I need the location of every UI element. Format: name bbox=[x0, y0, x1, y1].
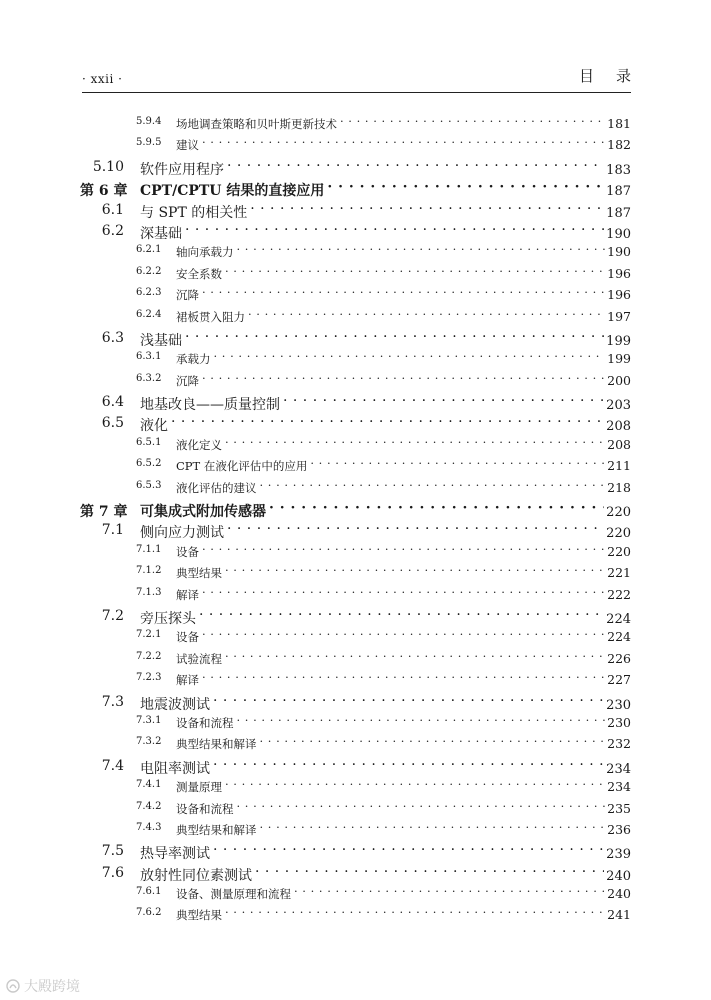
toc-section-entry[interactable] bbox=[0, 159, 711, 180]
toc-entry-page: 187 bbox=[606, 205, 631, 221]
toc-entry-page: 240 bbox=[606, 868, 631, 884]
toc-entry-number: 7.6.2 bbox=[136, 907, 162, 919]
toc-entry-page: 234 bbox=[606, 761, 631, 777]
toc-subsection-entry[interactable] bbox=[0, 351, 711, 372]
toc-leader-dots bbox=[225, 780, 605, 792]
toc-entry-page: 190 bbox=[606, 226, 631, 242]
toc-subsection-entry[interactable] bbox=[0, 886, 711, 907]
toc-section-entry[interactable] bbox=[0, 865, 711, 886]
toc-entry-title: 软件应用程序 bbox=[140, 161, 224, 178]
toc-entry-number: 6.2 bbox=[101, 222, 124, 239]
toc-subsection-entry[interactable] bbox=[0, 116, 711, 137]
toc-entry-page: 227 bbox=[607, 672, 631, 688]
toc-entry-page: 221 bbox=[607, 565, 631, 581]
toc-entry-title: 测量原理 bbox=[176, 780, 222, 795]
toc-section-entry[interactable] bbox=[0, 223, 711, 244]
toc-entry-page: 241 bbox=[607, 907, 631, 923]
toc-chapter-entry[interactable] bbox=[0, 180, 711, 201]
toc-entry-title: 放射性同位素测试 bbox=[140, 867, 252, 884]
toc-leader-dots bbox=[225, 566, 605, 578]
toc-entry-title: 典型结果 bbox=[176, 566, 222, 581]
toc-leader-dots bbox=[250, 203, 604, 217]
toc-entry-title: 液化 bbox=[140, 418, 168, 435]
toc-entry-page: 234 bbox=[607, 779, 631, 795]
toc-entry-number: 5.9.5 bbox=[136, 137, 162, 149]
toc-section-entry[interactable] bbox=[0, 608, 711, 629]
toc-entry-title: 地基改良——质量控制 bbox=[140, 397, 280, 414]
toc-entry-title: 场地调查策略和贝叶斯更新技术 bbox=[176, 117, 337, 131]
toc-entry-title: 典型结果和解译 bbox=[176, 737, 257, 752]
toc-leader-dots bbox=[214, 352, 606, 364]
toc-entry-page: 196 bbox=[607, 287, 631, 303]
toc-entry-title: 承载力 bbox=[176, 352, 211, 367]
toc-entry-page: 239 bbox=[606, 847, 631, 863]
page-number: · xxii · bbox=[82, 72, 123, 86]
toc-leader-dots bbox=[283, 395, 604, 409]
toc-entry-title: 设备和流程 bbox=[176, 715, 234, 730]
toc-section-entry[interactable] bbox=[0, 202, 711, 223]
toc-entry-number: 6.5.3 bbox=[136, 479, 162, 491]
toc-leader-dots bbox=[202, 138, 605, 150]
toc-subsection-entry[interactable] bbox=[0, 565, 711, 586]
toc-entry-page: 236 bbox=[607, 821, 631, 837]
toc-entry-title: CPT 在液化评估中的应用 bbox=[176, 459, 308, 474]
toc-subsection-entry[interactable] bbox=[0, 651, 711, 672]
toc-leader-dots bbox=[340, 117, 605, 129]
toc-section-entry[interactable] bbox=[0, 694, 711, 715]
toc-subsection-entry[interactable] bbox=[0, 629, 711, 650]
toc-entry-title: 浅基础 bbox=[140, 332, 182, 349]
toc-entry-title: 设备、测量原理和流程 bbox=[176, 887, 291, 902]
toc-subsection-entry[interactable] bbox=[0, 309, 711, 330]
watermark bbox=[6, 976, 80, 996]
toc-section-entry[interactable] bbox=[0, 758, 711, 779]
toc-subsection-entry[interactable] bbox=[0, 587, 711, 608]
toc-leader-dots bbox=[260, 822, 606, 834]
toc-entry-number: 7.4 bbox=[101, 757, 124, 774]
toc-leader-dots bbox=[227, 160, 604, 174]
toc-leader-dots bbox=[171, 416, 604, 430]
header-rule bbox=[82, 92, 631, 93]
toc-leader-dots bbox=[225, 437, 605, 449]
toc-entry-number: 6.1 bbox=[101, 201, 124, 218]
toc-entry-number: 6.2.3 bbox=[136, 287, 162, 299]
toc-entry-page: 220 bbox=[606, 526, 631, 542]
page-header bbox=[82, 64, 653, 86]
toc-entry-page: 240 bbox=[607, 886, 631, 902]
toc-entry-page: 197 bbox=[607, 308, 631, 324]
toc-entry-number: 7.1 bbox=[101, 522, 124, 539]
toc-entry-page: 224 bbox=[606, 611, 631, 627]
toc-entry-title: 与 SPT 的相关性 bbox=[140, 204, 248, 221]
toc-leader-dots bbox=[260, 737, 606, 749]
toc-entry-number: 7.4.3 bbox=[136, 821, 162, 833]
toc-subsection-entry[interactable] bbox=[0, 779, 711, 800]
toc-leader-dots bbox=[310, 459, 605, 471]
toc-subsection-entry[interactable] bbox=[0, 907, 711, 928]
toc-entry-page: 230 bbox=[607, 714, 631, 730]
running-title: 目录 bbox=[578, 67, 653, 85]
toc-entry-title: 典型结果和解译 bbox=[176, 822, 257, 837]
toc-section-entry[interactable] bbox=[0, 522, 711, 543]
toc-leader-dots bbox=[327, 181, 604, 195]
toc-entry-title: 电阻率测试 bbox=[140, 760, 210, 777]
toc-subsection-entry[interactable] bbox=[0, 715, 711, 736]
toc-entry-title: 地震波测试 bbox=[140, 696, 210, 713]
toc-entry-number: 6.2.2 bbox=[136, 265, 162, 277]
toc-entry-number: 6.2.4 bbox=[136, 308, 162, 320]
toc-entry-page: 203 bbox=[606, 398, 631, 414]
toc-entry-number: 7.6.1 bbox=[136, 886, 162, 898]
toc-entry-number: 6.3 bbox=[101, 329, 124, 346]
toc-entry-page: 220 bbox=[606, 505, 631, 521]
toc-subsection-entry[interactable] bbox=[0, 672, 711, 693]
toc-entry-title: 热导率测试 bbox=[140, 846, 210, 863]
toc-leader-dots bbox=[225, 651, 605, 663]
toc-entry-title: 解译 bbox=[176, 587, 199, 602]
toc-entry-number: 7.2.1 bbox=[136, 629, 162, 641]
toc-entry-number: 7.2.2 bbox=[136, 650, 162, 662]
toc-leader-dots bbox=[213, 844, 604, 858]
toc-entry-title: CPT/CPTU 结果的直接应用 bbox=[140, 183, 325, 200]
toc-entry-number: 6.4 bbox=[101, 394, 124, 411]
toc-leader-dots bbox=[185, 331, 604, 345]
toc-entry-number: 7.1.3 bbox=[136, 586, 162, 598]
toc-entry-title: 设备和流程 bbox=[176, 801, 234, 816]
toc-leader-dots bbox=[248, 309, 605, 321]
toc-subsection-entry[interactable] bbox=[0, 801, 711, 822]
toc-entry-title: 轴向承载力 bbox=[176, 245, 234, 260]
toc-entry-number: 7.3.2 bbox=[136, 736, 162, 748]
toc-subsection-entry[interactable] bbox=[0, 544, 711, 565]
toc-leader-dots bbox=[227, 523, 604, 537]
toc-entry-number: 7.2.3 bbox=[136, 672, 162, 684]
toc-entry-page: 199 bbox=[607, 351, 631, 367]
toc-entry-page: 182 bbox=[607, 137, 631, 153]
toc-entry-page: 196 bbox=[607, 265, 631, 281]
toc-subsection-entry[interactable] bbox=[0, 480, 711, 501]
toc-entry-number: 7.1.1 bbox=[136, 543, 162, 555]
toc-entry-title: 可集成式附加传感器 bbox=[140, 504, 266, 521]
toc-leader-dots bbox=[237, 801, 606, 813]
toc-leader-dots bbox=[294, 887, 605, 899]
toc-entry-number: 7.2 bbox=[101, 607, 124, 624]
toc-leader-dots bbox=[260, 480, 606, 492]
toc-subsection-entry[interactable] bbox=[0, 458, 711, 479]
toc-subsection-entry[interactable] bbox=[0, 736, 711, 757]
toc-entry-title: 深基础 bbox=[140, 225, 182, 242]
toc-entry-number: 6.5.2 bbox=[136, 458, 162, 470]
toc-subsection-entry[interactable] bbox=[0, 137, 711, 158]
toc-entry-title: 侧向应力测试 bbox=[140, 525, 224, 542]
toc-entry-page: 226 bbox=[607, 650, 631, 666]
toc-entry-page: 232 bbox=[607, 736, 631, 752]
toc-leader-dots bbox=[199, 609, 604, 623]
toc-entry-page: 200 bbox=[607, 372, 631, 388]
toc-subsection-entry[interactable] bbox=[0, 266, 711, 287]
toc-section-entry[interactable] bbox=[0, 394, 711, 415]
toc-entry-title: 典型结果 bbox=[176, 908, 222, 923]
toc-entry-title: 解译 bbox=[176, 673, 199, 688]
toc-entry-number: 第 7 章 bbox=[80, 504, 128, 521]
toc-leader-dots bbox=[225, 266, 605, 278]
toc-subsection-entry[interactable] bbox=[0, 822, 711, 843]
toc-entry-title: 液化评估的建议 bbox=[176, 480, 257, 495]
toc-entry-number: 6.3.1 bbox=[136, 351, 162, 363]
toc-entry-number: 第 6 章 bbox=[80, 183, 128, 200]
toc-leader-dots bbox=[237, 715, 606, 727]
toc-entry-number: 6.5 bbox=[101, 415, 124, 432]
toc-entry-page: 220 bbox=[607, 543, 631, 559]
toc-leader-dots bbox=[202, 544, 605, 556]
toc-leader-dots bbox=[202, 673, 605, 685]
toc-leader-dots bbox=[269, 502, 604, 516]
toc-entry-number: 6.3.2 bbox=[136, 372, 162, 384]
toc-section-entry[interactable] bbox=[0, 330, 711, 351]
toc-leader-dots bbox=[202, 288, 605, 300]
toc-entry-title: 建议 bbox=[176, 138, 199, 153]
toc-leader-dots bbox=[202, 587, 605, 599]
toc-entry-page: 190 bbox=[607, 244, 631, 260]
toc-section-entry[interactable] bbox=[0, 415, 711, 436]
toc-entry-page: 224 bbox=[607, 629, 631, 645]
toc-entry-page: 181 bbox=[607, 116, 631, 131]
toc-entry-number: 7.3.1 bbox=[136, 714, 162, 726]
toc-leader-dots bbox=[225, 908, 605, 920]
toc-entry-title: 设备 bbox=[176, 544, 199, 559]
toc-entry-title: 沉降 bbox=[176, 373, 199, 388]
toc-entry-title: 液化定义 bbox=[176, 437, 222, 452]
toc-entry-title: 安全系数 bbox=[176, 266, 222, 281]
toc-entry-number: 7.6 bbox=[101, 864, 124, 881]
toc-entry-title: 旁压探头 bbox=[140, 610, 196, 627]
toc-entry-number: 7.3 bbox=[101, 693, 124, 710]
toc-entry-page: 208 bbox=[607, 436, 631, 452]
toc-entry-number: 5.9.4 bbox=[136, 116, 162, 127]
toc-entry-number: 7.4.1 bbox=[136, 779, 162, 791]
watermark-text: 大殿跨境 bbox=[24, 979, 80, 995]
toc-subsection-entry[interactable] bbox=[0, 244, 711, 265]
toc-subsection-entry[interactable] bbox=[0, 373, 711, 394]
toc-leader-dots bbox=[185, 224, 604, 238]
toc-entry-number: 6.5.1 bbox=[136, 436, 162, 448]
toc-entry-title: 试验流程 bbox=[176, 651, 222, 666]
toc-leader-dots bbox=[237, 245, 606, 257]
toc-entry-title: 设备 bbox=[176, 630, 199, 645]
toc-leader-dots bbox=[255, 866, 604, 880]
toc-leader-dots bbox=[202, 630, 605, 642]
toc-entry-page: 235 bbox=[607, 800, 631, 816]
toc-entry-number: 6.2.1 bbox=[136, 244, 162, 256]
toc-entry-number: 7.1.2 bbox=[136, 565, 162, 577]
toc-entry-title: 沉降 bbox=[176, 288, 199, 303]
toc-entry-page: 230 bbox=[606, 697, 631, 713]
toc-entry-page: 222 bbox=[607, 586, 631, 602]
toc-leader-dots bbox=[213, 759, 604, 773]
toc-subsection-entry[interactable] bbox=[0, 287, 711, 308]
toc-chapter-entry[interactable] bbox=[0, 501, 711, 522]
watermark-logo-icon bbox=[6, 979, 20, 993]
toc-entry-page: 187 bbox=[606, 184, 631, 200]
toc-leader-dots bbox=[202, 373, 605, 385]
toc-entry-number: 7.4.2 bbox=[136, 800, 162, 812]
toc-entry-page: 211 bbox=[607, 458, 631, 474]
toc-entry-number: 5.10 bbox=[92, 158, 124, 175]
toc-entry-page: 199 bbox=[606, 333, 631, 349]
toc-section-entry[interactable] bbox=[0, 843, 711, 864]
toc-subsection-entry[interactable] bbox=[0, 437, 711, 458]
toc-entry-page: 183 bbox=[606, 162, 631, 178]
toc-entry-number: 7.5 bbox=[101, 843, 124, 860]
table-of-contents bbox=[0, 116, 711, 929]
toc-leader-dots bbox=[213, 695, 604, 709]
toc-entry-page: 218 bbox=[607, 479, 631, 495]
toc-entry-title: 裙板贯入阻力 bbox=[176, 309, 245, 324]
toc-entry-page: 208 bbox=[606, 419, 631, 435]
